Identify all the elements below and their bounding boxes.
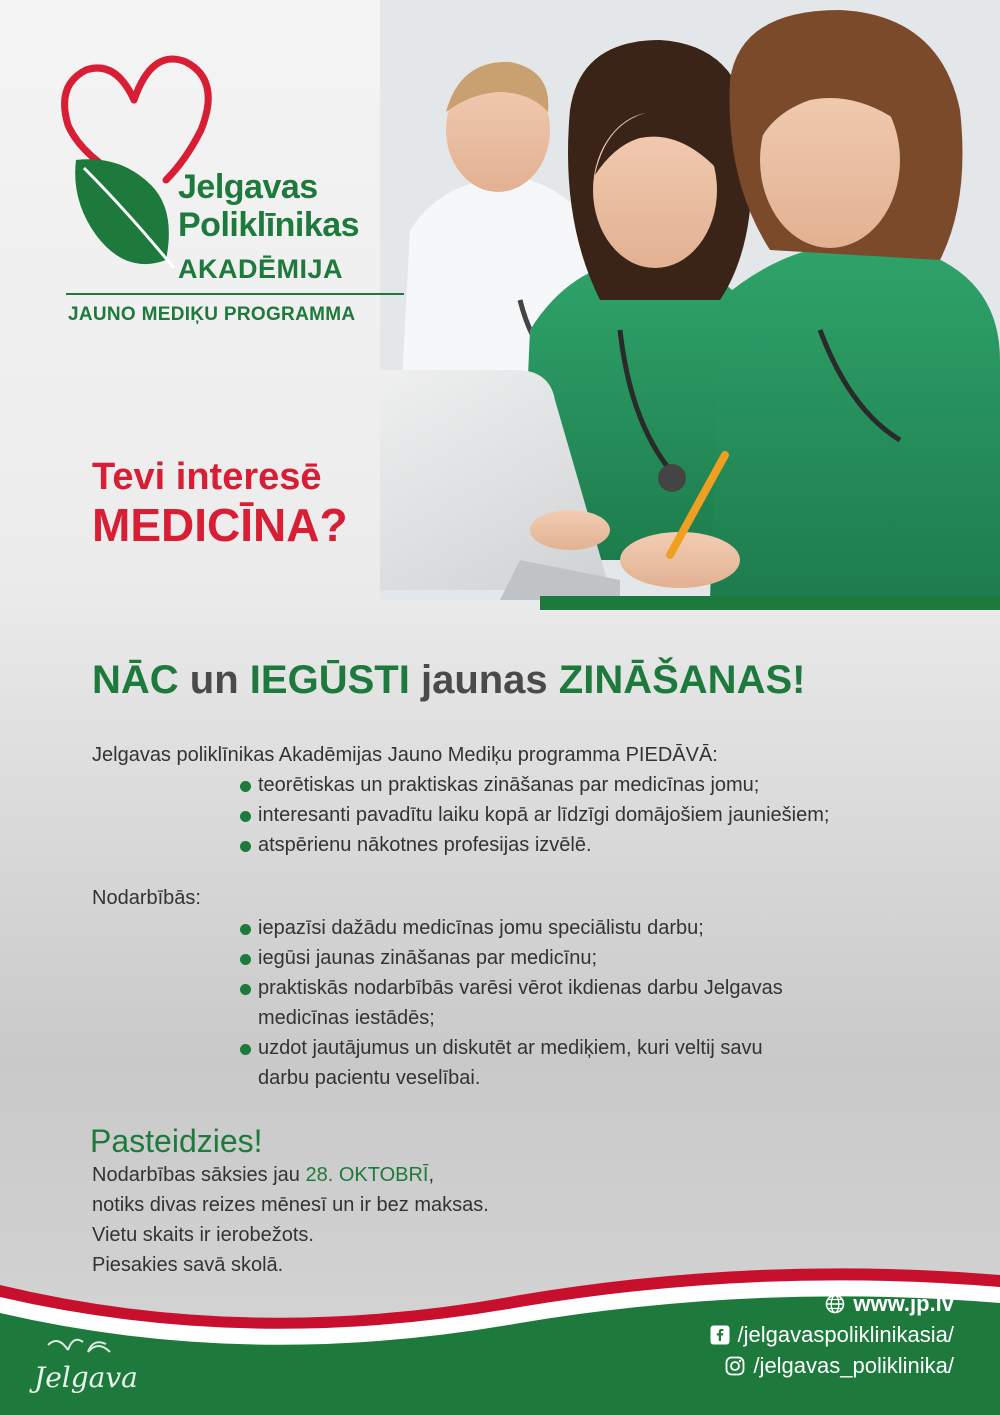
limited-seats-text: Vietu skaits ir ierobežots. [92,1224,314,1246]
apply-text: Piesakies savā skolā. [92,1254,284,1276]
start-text-end: , [428,1164,435,1186]
offer-list [236,770,829,860]
tagline [92,658,805,703]
list-item: atspērienu nākotnes profesijas izvēlē. [236,830,829,860]
list-item-text-continued: darbu pacientu veselībai. [258,1067,481,1089]
instagram-text: /jelgavas_poliklinika/ [753,1353,954,1378]
instagram-link[interactable] [725,1353,954,1379]
logo-name-line2: Poliklīnikas [178,206,360,244]
tagline-part4: jaunas [420,658,548,702]
start-text: Nodarbības sāksies jau [92,1164,300,1186]
globe-icon [825,1294,845,1314]
tagline-part2: un [189,658,239,702]
hurry-title: Pasteidzies! [90,1123,263,1159]
start-date: 28. OKTOBRĪ [305,1164,429,1186]
facebook-icon [710,1325,730,1345]
website-link[interactable] [825,1291,954,1317]
list-item-text: iegūsi jaunas zināšanas par medicīnu; [258,947,598,969]
list-item: interesanti pavadītu laiku kopā ar līdzīgi domājošiem jauniešiem; [236,800,829,830]
logo-academy: AKADĒMIJA [178,254,344,284]
logo-name-line1: Jelgavas [178,168,318,206]
instagram-icon [725,1356,745,1376]
offer-intro: Jelgavas poliklīnikas Akadēmijas Jauno Mediķu programma PIEDĀVĀ: [92,744,718,766]
list-item [236,913,783,943]
logo-divider [66,293,404,295]
list-item [236,973,783,1033]
logo-program: JAUNO MEDIĶU PROGRAMMA [68,304,356,325]
facebook-link[interactable] [710,1322,954,1348]
facebook-text: /jelgavaspoliklinikasia/ [737,1322,954,1347]
list-item-text: praktiskās nodarbībās varēsi vērot ikdienas darbu Jelgavas [258,977,783,999]
headline-line2: MEDICĪNA? [92,499,348,551]
activities-heading: Nodarbībās: [92,887,201,909]
tagline-part5: ZINĀŠANAS! [558,658,806,702]
photo-green-band [540,596,1000,610]
headline-question [92,455,348,551]
frequency-text: notiks divas reizes mēnesī un ir bez maksas. [92,1194,489,1216]
list-item-text-continued: medicīnas iestādēs; [258,1007,435,1029]
poliklinika-logo [56,50,416,340]
list-item [236,1033,783,1093]
website-text: www.jp.lv [853,1291,954,1316]
tagline-part1: NĀC [92,658,179,702]
headline-line1: Tevi interesē [92,456,322,498]
activities-list [236,913,783,1093]
tagline-part3: IEGŪSTI [249,658,410,702]
list-item-text: iepazīsi dažādu medicīnas jomu speciālistu darbu; [258,917,704,939]
jelgava-city-logo: Jelgava [34,1361,138,1394]
list-item: teorētiskas un praktiskas zināšanas par medicīnas jomu; [236,770,829,800]
students-illustration [380,0,1000,600]
list-item [236,943,783,973]
students-photo [380,0,1000,600]
list-item-text: uzdot jautājumus un diskutēt ar mediķiem, kuri veltij savu [258,1037,763,1059]
